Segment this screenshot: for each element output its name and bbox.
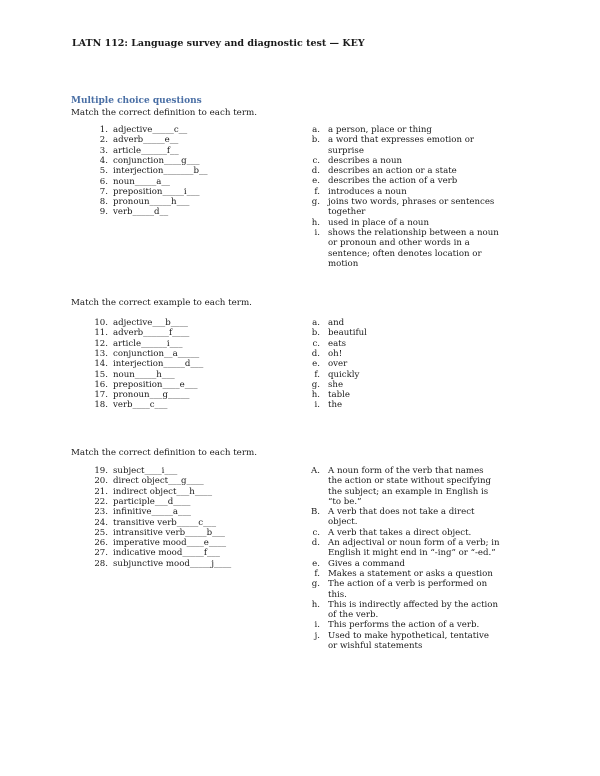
term-answer: noun_____h___ [113,369,175,380]
option-letter: j. [314,630,320,641]
term-number: 2. [99,135,108,146]
term-number: 27. [94,548,108,559]
term-number: 22. [94,496,108,507]
option-text: and [328,318,345,328]
option-letter: i. [314,400,320,411]
term-number: 16. [94,379,108,390]
option-letter: h. [311,599,320,610]
option-letter: b. [311,135,320,146]
option-text: Makes a statement or asks a question [328,568,493,579]
term-answer: infinitive_____a___ [113,507,191,518]
term-number: 17. [94,390,108,401]
option-text: A verb that does not take a direct object. [328,507,475,528]
option-text: over [328,359,348,370]
term-answer: article______i___ [113,338,183,349]
option-item [310,559,500,569]
section-heading: Multiple choice questions [71,96,202,106]
term-answer: direct object___g____ [113,476,204,487]
option-text: a person, place or thing [328,125,432,135]
term-number: 15. [94,369,108,380]
term-answer: preposition____e___ [113,379,198,390]
term-answer: adjective_____c__ [113,125,188,135]
option-item [310,569,500,579]
option-item [310,400,500,410]
instruction-3: Match the correct definition to each term. [71,448,257,458]
term-answer: preposition_____i___ [113,186,200,197]
term-number: 4. [99,155,108,166]
term-answer: indicative mood_____f___ [113,548,220,559]
option-item [310,349,500,359]
option-letter: h. [311,217,320,228]
term-number: 8. [99,197,108,208]
option-letter: g. [311,379,320,390]
option-text: describes a noun [328,155,403,166]
term-answer: subjunctive mood_____j____ [113,558,232,569]
option-text: Used to make hypothetical, tentative or wishful statements [328,630,489,652]
term-answer: pronoun___g_____ [113,390,190,401]
term-number: 5. [99,166,108,177]
instruction-2: Match the correct example to each term. [71,298,252,308]
option-text: a word that expresses emotion or surprise [328,135,475,156]
option-letter: e. [312,176,320,187]
option-item [310,176,500,186]
option-letter: i. [314,620,320,631]
option-item [310,156,500,166]
option-text: An adjectival or noun form of a verb; in English it might end in “-ing” or “-ed.” [328,538,500,559]
option-letter: f. [314,186,320,197]
term-number: 23. [94,507,108,518]
option-item [310,620,500,630]
option-item [310,135,500,156]
option-letter: a. [312,318,320,328]
option-letter: c. [312,155,320,166]
option-item [310,507,500,528]
term-answer: adjective___b____ [113,318,188,328]
option-item [310,218,500,228]
term-number: 24. [94,517,108,528]
option-letter: A. [311,466,320,476]
option-text: table [328,390,350,401]
option-text: oh! [328,348,343,359]
term-answer: indirect object___h____ [113,486,213,497]
term-answer: noun_____a__ [113,176,170,187]
term-number: 13. [94,348,108,359]
option-text: A noun form of the verb that names the action or state without specifying the subject; an example in English is “to be.” [328,466,492,507]
option-item [310,600,500,621]
option-text: Gives a command [328,558,405,569]
term-number: 25. [94,527,108,538]
term-number: 11. [94,328,108,339]
option-item [310,318,500,328]
term-number: 18. [94,400,108,411]
option-item [310,631,500,652]
option-text: she [328,379,344,390]
option-letter: c. [312,527,320,538]
option-item [310,579,500,600]
option-letter: B. [310,507,320,518]
option-letter: a. [312,125,320,135]
option-item [310,328,500,338]
term-answer: imperative mood____e____ [113,538,227,549]
term-answer: transitive verb_____c___ [113,517,216,528]
term-number: 20. [94,476,108,487]
option-text: joins two words, phrases or sentences together [328,197,495,218]
option-text: This performs the action of a verb. [328,620,480,631]
instruction-1: Match the correct definition to each term. [71,108,257,118]
option-item [310,466,500,507]
option-text: the [328,400,343,411]
term-number: 21. [94,486,108,497]
term-number: 1. [99,125,108,135]
term-number: 7. [99,186,108,197]
term-answer: interjection_______b__ [113,166,208,177]
option-item [310,370,500,380]
option-text: shows the relationship between a noun or pronoun and other words in a sentence; often denotes location or motion [328,227,499,269]
option-letter: g. [311,579,320,590]
term-answer: participle___d____ [113,496,191,507]
option-item [310,380,500,390]
option-text: beautiful [328,328,367,339]
term-answer: conjunction____g___ [113,155,200,166]
option-item [310,166,500,176]
option-letter: b. [311,328,320,339]
term-answer: verb_____d__ [113,207,169,218]
option-letter: e. [312,558,320,569]
option-item [310,228,500,269]
option-letter: c. [312,338,320,349]
option-letter: d. [311,166,320,177]
term-answer: article______f__ [113,145,179,156]
term-number: 28. [94,558,108,569]
option-text: used in place of a noun [328,217,430,228]
term-number: 6. [99,176,108,187]
term-number: 12. [94,338,108,349]
term-answer: adverb_____e__ [113,135,179,146]
term-number: 9. [99,207,108,218]
term-answer: intransitive verb_____b___ [113,527,225,538]
option-text: introduces a noun [328,186,407,197]
option-text: describes the action of a verb [328,176,458,187]
option-letter: f. [314,369,320,380]
term-answer: subject____i___ [113,466,178,476]
option-text: A verb that takes a direct object. [328,527,472,538]
option-item [310,339,500,349]
option-letter: e. [312,359,320,370]
term-number: 14. [94,359,108,370]
option-text: describes an action or a state [328,166,457,177]
term-answer: interjection_____d___ [113,359,204,370]
option-item [310,197,500,218]
term-answer: adverb______f____ [113,328,190,339]
term-answer: conjunction__a_____ [113,348,200,359]
term-number: 26. [94,538,108,549]
option-item [310,359,500,369]
option-item [310,390,500,400]
option-item [310,187,500,197]
option-item [310,528,500,538]
option-item [310,125,500,135]
term-answer: pronoun_____h___ [113,197,190,208]
term-number: 3. [99,145,108,156]
option-text: The action of a verb is performed on this. [328,579,488,600]
term-number: 10. [94,318,108,328]
option-letter: g. [311,197,320,208]
option-letter: d. [311,348,320,359]
option-text: This is indirectly affected by the action of the verb. [328,599,499,621]
option-letter: i. [314,227,320,238]
option-text: quickly [328,369,360,380]
option-item [310,538,500,559]
document-title: LATN 112: Language survey and diagnostic test — KEY [72,38,365,49]
option-letter: h. [311,390,320,401]
option-text: eats [328,338,347,349]
option-letter: d. [311,538,320,549]
option-letter: f. [314,568,320,579]
term-number: 19. [94,466,108,476]
term-answer: verb____c___ [113,400,168,411]
